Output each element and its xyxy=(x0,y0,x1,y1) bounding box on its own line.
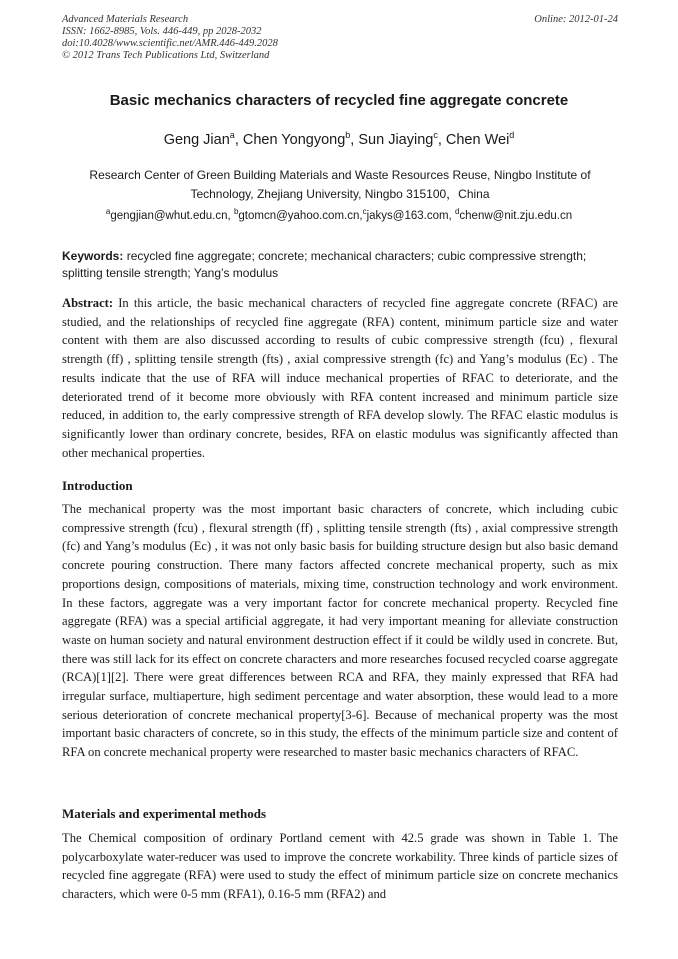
email-address: gtomcn@yahoo.com.cn, xyxy=(238,209,363,222)
author-sup: a xyxy=(229,130,235,140)
journal-header xyxy=(62,14,618,62)
author-name: Geng Jian xyxy=(163,131,230,148)
affiliation xyxy=(70,166,610,204)
email-sup: b xyxy=(233,207,239,216)
paper-title: Basic mechanics characters of recycled fine aggregate concrete xyxy=(109,92,569,109)
affiliation-line: Research Center of Green Building Materials and Waste Resources Reuse, Ningbo Institute of xyxy=(89,168,591,182)
section-heading-materials: Materials and experimental methods xyxy=(62,806,267,821)
abstract-text: In this article, the basic mechanical characters of recycled fine aggregate concrete (RFAC) are studied, and the relationships of recycled fine aggregate (RFA) content, minimum particle size and water content with them are also discussed according to results of cubic compressive strength (fcu) , flexural strength (ff) , splitting tensile strength (fts) , axial compressive strength (fc) and Yang’s modulus (Ec) . The results indicate that the use of RFA will induce mechanical properties of RFAC to deteriorate, and the deteriorated trend of it become more obviously with RFA content increased and minimum particle size reduced, in addition to, the early compressive strength of RFA develop slowly. The RFAC elastic modulus is significantly lower than ordinary concrete, besides, RFA on elastic modulus was significantly affected than other mechanical properties. xyxy=(62,296,618,460)
affiliation-line: Technology, Zhejiang University, Ningbo 315100，China xyxy=(190,187,490,201)
keywords-label: Keywords: xyxy=(62,249,124,263)
journal-name: Advanced Materials Research xyxy=(62,14,189,25)
author-name: Sun Jiaying xyxy=(358,131,434,148)
introduction-text: The mechanical property was the most important basic characters of concrete, which including cubic compressive strength (fcu) , flexural strength (ff) , splitting tensile strength (fts) , axial compressive strength (fc) and Yang’s modulus (Ec) , it was not only basic basis for building structure design but also basic demand concrete pouring construction. There many factors affected concrete mechanical property, such as mix proportions design, compositions of materials, mixing time, construction technology and work environment. In these factors, aggregate was a very important factor for concrete mechanical property. Recycled fine aggregate (RFA) was a special artificial aggregate, it had very important meaning for alleviate construction waste on human society and natural environment destruction effect if it could be wildly used in concrete. But, there was still lack for its effect on concrete characters and more researches focused recycled coarse aggregate (RCA)[1][2]. There were great differences between RCA and RFA, they mainly expressed that RFA had irregular surface, multiaperture, high sediment percentage and water absorption, these would lead to a more serious deterioration of concrete mechanical property[3-6]. Because of mechanical property was the most important basic characters of concrete, so in this study, the effects of the minimum particle size and content of RFA on concrete mechanical property were researched to master basic mechanics characters of RFAC. xyxy=(62,502,618,760)
author-name: Chen Wei xyxy=(445,131,510,148)
email-address: chenw@nit.zju.edu.cn xyxy=(459,209,573,222)
email-address: gengjian@whut.edu.cn, xyxy=(110,209,234,222)
journal-issn: ISSN: 1662-8985, Vols. 446-449, pp 2028-2032 xyxy=(62,26,262,37)
email-sup: d xyxy=(454,207,460,216)
author-sup: d xyxy=(509,130,515,140)
online-date: Online: 2012-01-24 xyxy=(534,14,618,25)
email-address: jakys@163.com, xyxy=(366,209,455,222)
abstract-label: Abstract: xyxy=(62,296,114,310)
author-sup: c xyxy=(433,130,438,140)
keywords xyxy=(62,248,618,282)
email-sup: a xyxy=(105,207,111,216)
abstract xyxy=(62,294,618,462)
author-name: Chen Yongyong xyxy=(242,131,346,148)
keywords-text: recycled fine aggregate; concrete; mechanical characters; cubic compressive strength; splitting tensile strength; Yang’s modulus xyxy=(62,249,587,280)
email-sup: c xyxy=(362,207,367,216)
materials-text: The Chemical composition of ordinary Portland cement with 42.5 grade was shown in Table 1. The polycarboxylate water-reducer was used to improve the concrete workability. Three kinds of particle sizes of recycled fine aggregate (RFA) were used to study the effect of minimum particle size on concrete mechanics characters, which were 0-5 mm (RFA1), 0.16-5 mm (RFA2) and xyxy=(62,831,618,902)
author-list: Geng Jian$^a$, Chen Yongyong$^b$, Sun Jiaying$^c$, Chen Wei$^d$ xyxy=(163,130,515,148)
section-heading-introduction: Introduction xyxy=(62,478,133,493)
journal-doi: doi:10.4028/www.scientific.net/AMR.446-449.2028 xyxy=(62,38,278,49)
author-sup: b xyxy=(345,130,351,140)
author-emails xyxy=(0,207,678,222)
journal-copyright: © 2012 Trans Tech Publications Ltd, Switzerland xyxy=(62,50,270,61)
